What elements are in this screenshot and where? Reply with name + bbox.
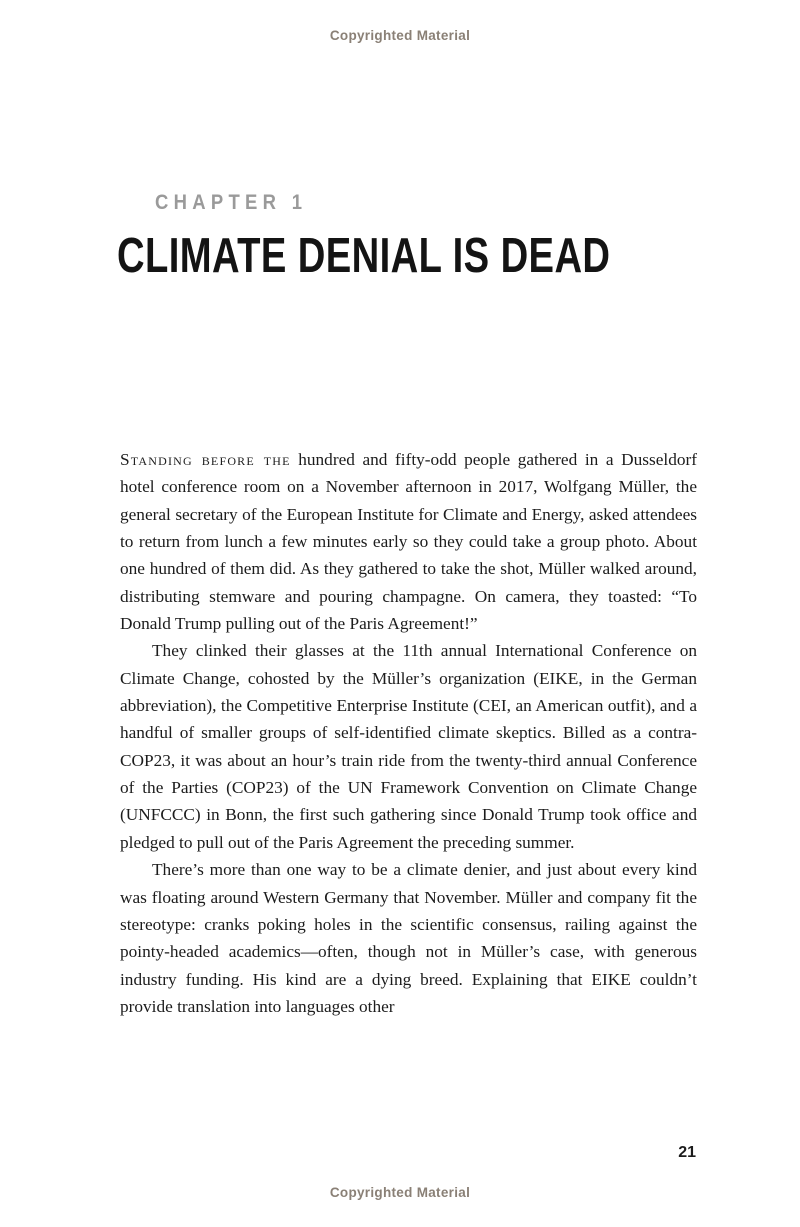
page-number: 21 [678, 1144, 696, 1161]
chapter-title: CLIMATE DENIAL IS DEAD [117, 229, 611, 283]
copyright-notice-top: Copyrighted Material [329, 28, 471, 43]
paragraph-3: There’s more than one way to be a climate denier, and just about every kind was floating around Western Germany that November. Müller and company fit the stereotype: cranks poking holes in the scientific consensus, railing against the pointy-headed academics—often, though not in Müller’s case, with generous industry funding. His kind are a dying breed. Explaining that EIKE couldn’t provide translation into languages other [120, 860, 697, 1016]
paragraph-1-text: hundred and fifty-odd people gathered in a Dusseldorf hotel conference room on a November afternoon in 2017, Wolfgang Müller, the general secretary of the European Institute for Climate and Energy, asked attendees to return from lunch a few minutes early so they could take a group photo. About one hundred of them did. As they gathered to take the shot, Müller walked around, distributing stemware and pouring champagne. On camera, they toasted: “To Donald Trump pulling out of the Paris Agreement!” [120, 450, 697, 634]
chapter-label: CHAPTER 1 [155, 191, 308, 214]
body-text [120, 446, 697, 1020]
paragraph-2: They clinked their glasses at the 11th annual International Conference on Climate Change, cohosted by the Müller’s organization (EIKE, in the German abbreviation), the Competitive Enterprise Institute (CEI, an American outfit), and a handful of smaller groups of self-identified climate skeptics. Billed as a contra-COP23, it was about an hour’s train ride from the twenty-third annual Conference of the Parties (COP23) of the UN Framework Convention on Climate Change (UNFCCC) in Bonn, the first such gathering since Donald Trump took office and pledged to pull out of the Paris Agreement the preceding summer. [120, 641, 697, 852]
copyright-notice-bottom: Copyrighted Material [329, 1185, 471, 1200]
paragraph-opener-smallcaps: Standing before the [120, 450, 291, 469]
paragraph-1 [120, 446, 697, 637]
